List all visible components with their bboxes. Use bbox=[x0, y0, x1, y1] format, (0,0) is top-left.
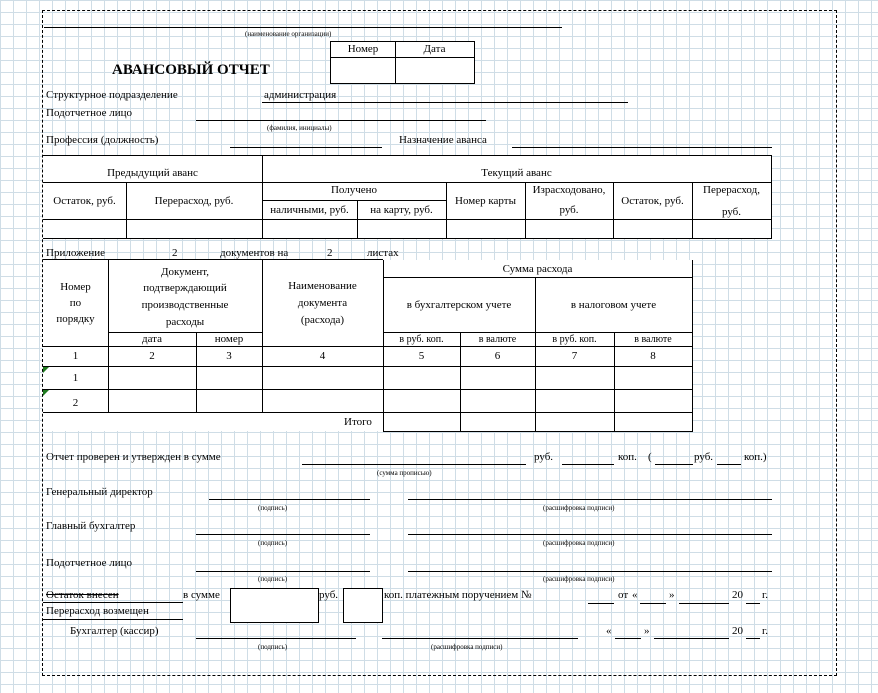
table-row-number: 2 bbox=[72, 397, 79, 409]
col-spent-rub: руб. bbox=[559, 204, 579, 216]
number-label: Номер bbox=[347, 43, 379, 55]
settlement-close-quote: » bbox=[669, 589, 675, 601]
sign-caption: (подпись) bbox=[258, 643, 288, 651]
chief-accountant-label: Главный бухгалтер bbox=[46, 520, 136, 532]
col-index: 1 bbox=[72, 350, 79, 362]
col-number: номер bbox=[214, 333, 244, 345]
amount-caption: (сумма прописью) bbox=[377, 469, 432, 477]
accountable-label: Подотчетное лицо bbox=[46, 107, 133, 119]
col-index: 7 bbox=[571, 350, 578, 362]
col-balance: Остаток, руб. bbox=[53, 195, 116, 207]
sign-caption: (подпись) bbox=[258, 575, 288, 583]
cashier-sign-line bbox=[196, 638, 356, 639]
curr-advance-header: Текущий аванс bbox=[481, 167, 552, 179]
approval-rub-2: руб. bbox=[694, 451, 714, 463]
accounting-rub-kop: в руб. коп. bbox=[399, 334, 444, 345]
col-doc-4: расходы bbox=[165, 316, 205, 328]
attachment-pages-count[interactable]: 2 bbox=[327, 247, 333, 259]
attachment-pages-label: листах bbox=[367, 247, 399, 259]
chief-accountant-sign-line bbox=[196, 534, 370, 535]
col-index: 2 bbox=[149, 350, 155, 362]
approval-kop-2: коп.) bbox=[744, 451, 767, 463]
col-overspend-2: Перерасход, bbox=[703, 184, 760, 196]
chief-accountant-decode-line bbox=[408, 534, 772, 535]
approval-kop: коп. bbox=[618, 451, 637, 463]
cashier-open-quote: « bbox=[606, 625, 612, 637]
approval-open-paren: ( bbox=[648, 451, 652, 463]
accounting-header: в бухгалтерском учете bbox=[406, 299, 512, 311]
table-row-number: 1 bbox=[72, 372, 79, 384]
col-name-1: Наименование bbox=[288, 280, 357, 292]
decode-caption: (расшифровка подписи) bbox=[543, 539, 615, 547]
sum-header: Сумма расхода bbox=[502, 263, 573, 275]
accountable-decode-line bbox=[408, 571, 772, 572]
cashier-decode-line bbox=[382, 638, 578, 639]
col-index: 5 bbox=[418, 350, 425, 362]
approval-label: Отчет проверен и утвержден в сумме bbox=[46, 451, 221, 463]
accountable-sign-label: Подотчетное лицо bbox=[46, 557, 133, 569]
sign-caption: (подпись) bbox=[258, 504, 288, 512]
settlement-kop-box[interactable] bbox=[343, 588, 383, 623]
attachment-docs-count[interactable]: 2 bbox=[172, 247, 178, 259]
total-label: Итого bbox=[344, 416, 372, 428]
settlement-year-prefix: 20 bbox=[732, 589, 743, 601]
col-balance-2: Остаток, руб. bbox=[621, 195, 684, 207]
col-overspend: Перерасход, руб. bbox=[154, 195, 234, 207]
profession-label: Профессия (должность) bbox=[46, 134, 159, 146]
cashier-label: Бухгалтер (кассир) bbox=[70, 625, 159, 637]
accountable-sign-line bbox=[196, 571, 370, 572]
cashier-year-suffix: г. bbox=[762, 625, 769, 637]
col-card: на карту, руб. bbox=[370, 204, 433, 216]
received-header: Получено bbox=[330, 184, 378, 196]
decode-caption: (расшифровка подписи) bbox=[431, 643, 503, 651]
cell-comment-marker bbox=[43, 390, 49, 396]
settlement-from: от bbox=[618, 589, 629, 601]
gen-director-decode-line bbox=[408, 499, 772, 500]
col-spent: Израсходовано, bbox=[532, 184, 606, 196]
col-doc-1: Документ, bbox=[160, 266, 209, 278]
settlement-rub: руб. bbox=[319, 589, 339, 601]
decode-caption: (расшифровка подписи) bbox=[543, 575, 615, 583]
approval-rub: руб. bbox=[534, 451, 554, 463]
col-doc-2: подтверждающий bbox=[143, 282, 227, 294]
date-value[interactable] bbox=[396, 58, 473, 82]
col-index: 3 bbox=[226, 350, 232, 362]
in-sum-label: в сумме bbox=[183, 589, 220, 601]
col-num-2: по bbox=[69, 297, 82, 309]
col-index: 8 bbox=[650, 350, 656, 362]
structural-division-label: Структурное подразделение bbox=[46, 89, 178, 101]
attachment-label: Приложение bbox=[46, 247, 106, 259]
structural-division-value[interactable]: администрация bbox=[264, 89, 337, 101]
col-card-number: Номер карты bbox=[455, 195, 516, 207]
number-value[interactable] bbox=[331, 58, 395, 82]
col-doc-3: производственные bbox=[141, 299, 229, 311]
cashier-close-quote: » bbox=[644, 625, 650, 637]
col-num-1: Номер bbox=[60, 281, 91, 293]
purpose-label: Назначение аванса bbox=[399, 134, 487, 146]
accounting-currency: в валюте bbox=[478, 334, 517, 345]
sign-caption: (подпись) bbox=[258, 539, 288, 547]
col-overspend-2-rub: руб. bbox=[721, 206, 742, 218]
date-label: Дата bbox=[423, 43, 446, 55]
org-caption: (наименование организации) bbox=[245, 30, 332, 38]
approval-amount-line bbox=[302, 464, 526, 465]
settlement-kop-payment: коп. платежным поручением № bbox=[384, 589, 532, 601]
settlement-rub-box[interactable] bbox=[230, 588, 319, 623]
col-index: 6 bbox=[494, 350, 501, 362]
tax-currency: в валюте bbox=[634, 334, 672, 345]
gen-director-sign-line bbox=[209, 499, 370, 500]
decode-caption: (расшифровка подписи) bbox=[543, 504, 615, 512]
col-index: 4 bbox=[319, 350, 326, 362]
page-title: АВАНСОВЫЙ ОТЧЕТ bbox=[112, 62, 270, 78]
prev-advance-header: Предыдущий аванс bbox=[107, 167, 198, 179]
cell-comment-marker bbox=[43, 367, 49, 373]
col-cash: наличными, руб. bbox=[270, 204, 349, 216]
col-name-3: (расхода) bbox=[300, 314, 345, 326]
settlement-year-suffix: г. bbox=[762, 589, 769, 601]
col-date: дата bbox=[141, 333, 163, 345]
accountable-name-line bbox=[196, 120, 486, 121]
attachment-docs-label: документов на bbox=[220, 247, 289, 259]
col-num-3: порядку bbox=[56, 313, 95, 325]
overspend-reimbursed-label: Перерасход возмещен bbox=[46, 605, 149, 617]
tax-rub-kop: в руб. коп. bbox=[552, 334, 597, 345]
tax-header: в налоговом учете bbox=[570, 299, 657, 311]
settlement-open-quote: « bbox=[632, 589, 638, 601]
name-caption: (фамилия, инициалы) bbox=[267, 124, 332, 132]
gen-director-label: Генеральный директор bbox=[46, 486, 153, 498]
balance-deposited-label: Остаток внесен bbox=[46, 589, 119, 601]
cashier-year-prefix: 20 bbox=[732, 625, 743, 637]
col-name-2: документа bbox=[297, 297, 348, 309]
org-name-line bbox=[44, 27, 562, 28]
